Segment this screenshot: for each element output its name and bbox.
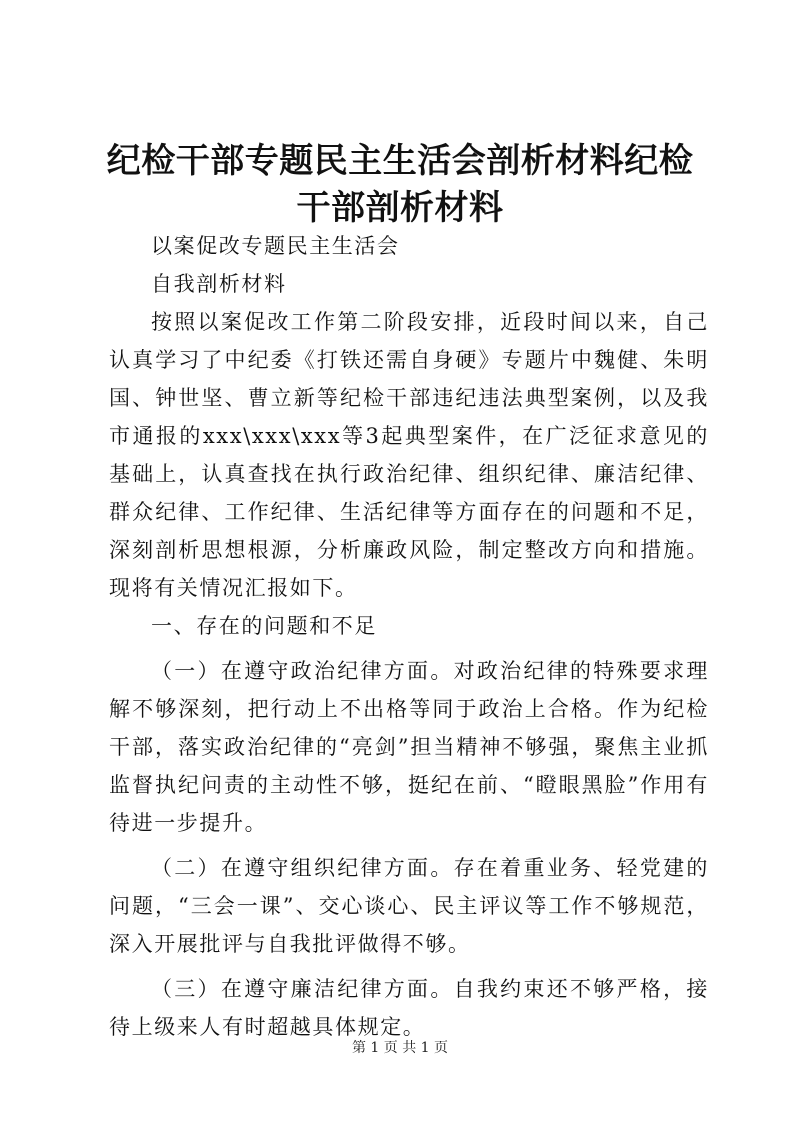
subtitle-line-2: 自我剖析材料 <box>151 272 287 296</box>
subtitle-line-1: 以案促改专题民主生活会 <box>151 234 400 258</box>
paragraph-organizational-discipline: （二）在遵守组织纪律方面。存在着重业务、轻党建的问题，“三会一课”、交心谈心、民主评议等工作不够规范，深入开展批评与自我批评做得不够。 <box>109 856 709 956</box>
intro-paragraph: 按照以案促改工作第二阶段安排，近段时间以来，自己认真学习了中纪委《打铁还需自身硬》专题片中魏健、朱明国、钟世坚、曹立新等纪检干部违纪违法典型案例，以及我市通报的xxx\xxx\xxx等3起典型案件，在广泛征求意见的基础上，认真查找在执行政治纪律、组织纪律、廉洁纪律、群众纪律、工作纪律、生活纪律等方面存在的问题和不足，深刻剖析思想根源，分析廉政风险，制定整改方向和措施。现将有关情况汇报如下。 <box>109 310 709 600</box>
section-heading-1: 一、存在的问题和不足 <box>151 614 377 638</box>
paragraph-political-discipline: （一）在遵守政治纪律方面。对政治纪律的特殊要求理解不够深刻，把行动上不出格等同于政治上合格。作为纪检干部，落实政治纪律的“亮剑”担当精神不够强，聚焦主业抓监督执纪问责的主动性不够，挺纪在前、“瞪眼黑脸”作用有待进一步提升。 <box>109 659 709 835</box>
page-footer: 第 1 页 共 1 页 <box>351 1040 449 1056</box>
document-title: 纪检干部专题民主生活会剖析材料纪检干部剖析材料 <box>106 141 694 228</box>
paragraph-integrity-discipline: （三）在遵守廉洁纪律方面。自我约束还不够严格，接待上级来人有时超越具体规定。 <box>109 977 709 1039</box>
document-body <box>109 227 709 1046</box>
